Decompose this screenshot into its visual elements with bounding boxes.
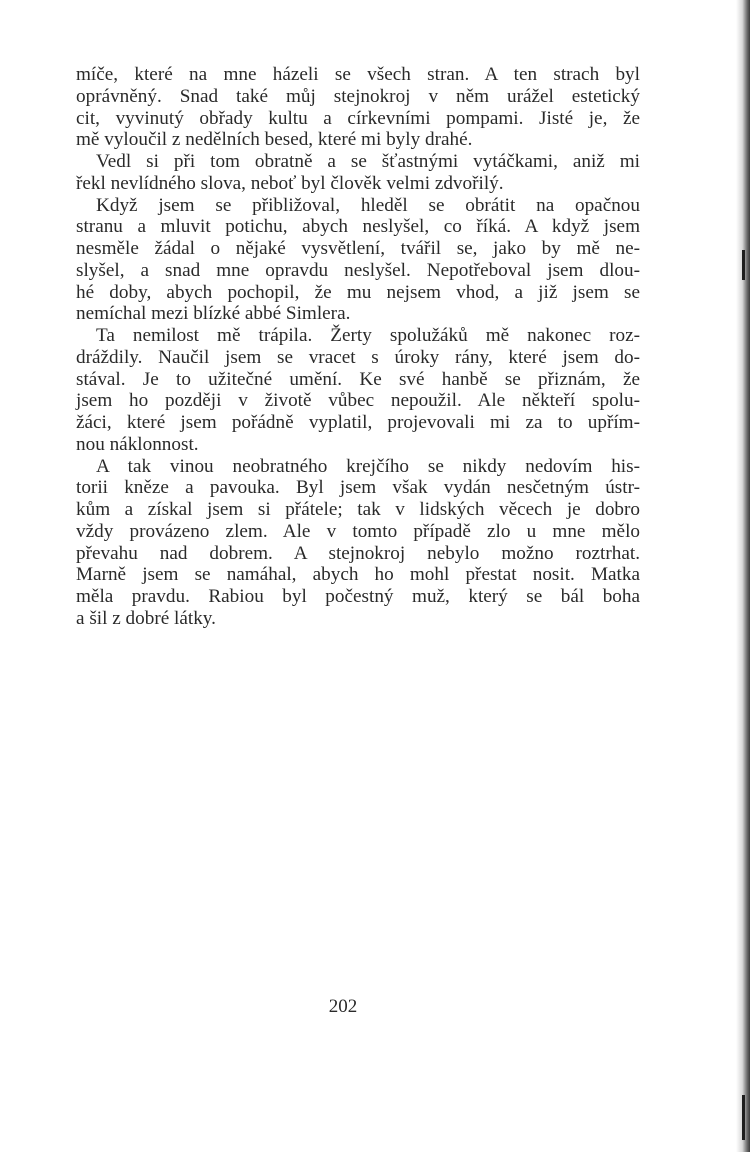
text-line: A tak vinou neobratného krejčího se nikdy nedovím his-	[96, 455, 640, 477]
text-line: slyšel, a snad mne opravdu neslyšel. Nepotřeboval jsem dlou-	[76, 259, 640, 281]
text-line: nou náklonnost.	[76, 433, 199, 455]
page-number: 202	[328, 996, 358, 1017]
text-line: míče, které na mne házeli se všech stran. A ten strach byl	[76, 64, 640, 85]
text-line: měla pravdu. Rabiou byl počestný muž, který se bál boha	[76, 586, 640, 607]
scan-mark	[742, 250, 745, 280]
text-line: řekl nevlídného slova, neboť byl člověk velmi zdvořilý.	[76, 172, 504, 194]
text-line: jsem ho později v životě vůbec nepoužil. Ale někteří spolu-	[76, 390, 640, 412]
text-line: vždy provázeno zlem. Ale v tomto případě zlo u mne mělo	[76, 520, 640, 542]
text-line: torii kněze a pavouka. Byl jsem však vydán nesčetným ústr-	[76, 477, 640, 499]
text-line: mě vyloučil z nedělních besed, které mi byly drahé.	[76, 129, 473, 151]
text-line: Ta nemilost mě trápila. Žerty spolužáků mě nakonec roz-	[96, 325, 640, 346]
text-line: dráždily. Naučil jsem se vracet s úroky rány, které jsem do-	[76, 346, 640, 368]
text-line: hé doby, abych pochopil, že mu nejsem vhod, a již jsem se	[76, 281, 640, 303]
text-line: stával. Je to užitečné umění. Ke své hanbě se přiznám, že	[76, 368, 640, 390]
text-line: a šil z dobré látky.	[76, 607, 216, 629]
text-line: nesměle žádal o nějaké vysvětlení, tvářil se, jako by mě ne-	[76, 238, 640, 259]
binding-shadow	[736, 0, 750, 1152]
text-line: žáci, které jsem pořádně vyplatil, projevovali mi za to upřím-	[76, 412, 640, 433]
text-line: nemíchal mezi blízké abbé Simlera.	[76, 303, 351, 325]
text-line: stranu a mluvit potichu, abych neslyšel, co říká. A když jsem	[76, 216, 640, 238]
text-line: cit, vyvinutý obřady kultu a církevními pompami. Jisté je, že	[76, 107, 640, 129]
scan-mark	[742, 1095, 745, 1140]
text-line: převahu nad dobrem. A stejnokroj nebylo možno roztrhat.	[76, 542, 640, 564]
text-line: Vedl si při tom obratně a se šťastnými vytáčkami, aniž mi	[96, 151, 640, 172]
text-line: Když jsem se přibližoval, hleděl se obrátit na opačnou	[96, 194, 640, 216]
text-line: oprávněný. Snad také můj stejnokroj v něm urážel estetický	[76, 85, 640, 107]
text-line: Marně jsem se namáhal, abych ho mohl přestat nosit. Matka	[76, 564, 640, 586]
text-line: kům a získal jsem si přátele; tak v lidských věcech je dobro	[76, 499, 640, 520]
body-text	[76, 64, 640, 630]
